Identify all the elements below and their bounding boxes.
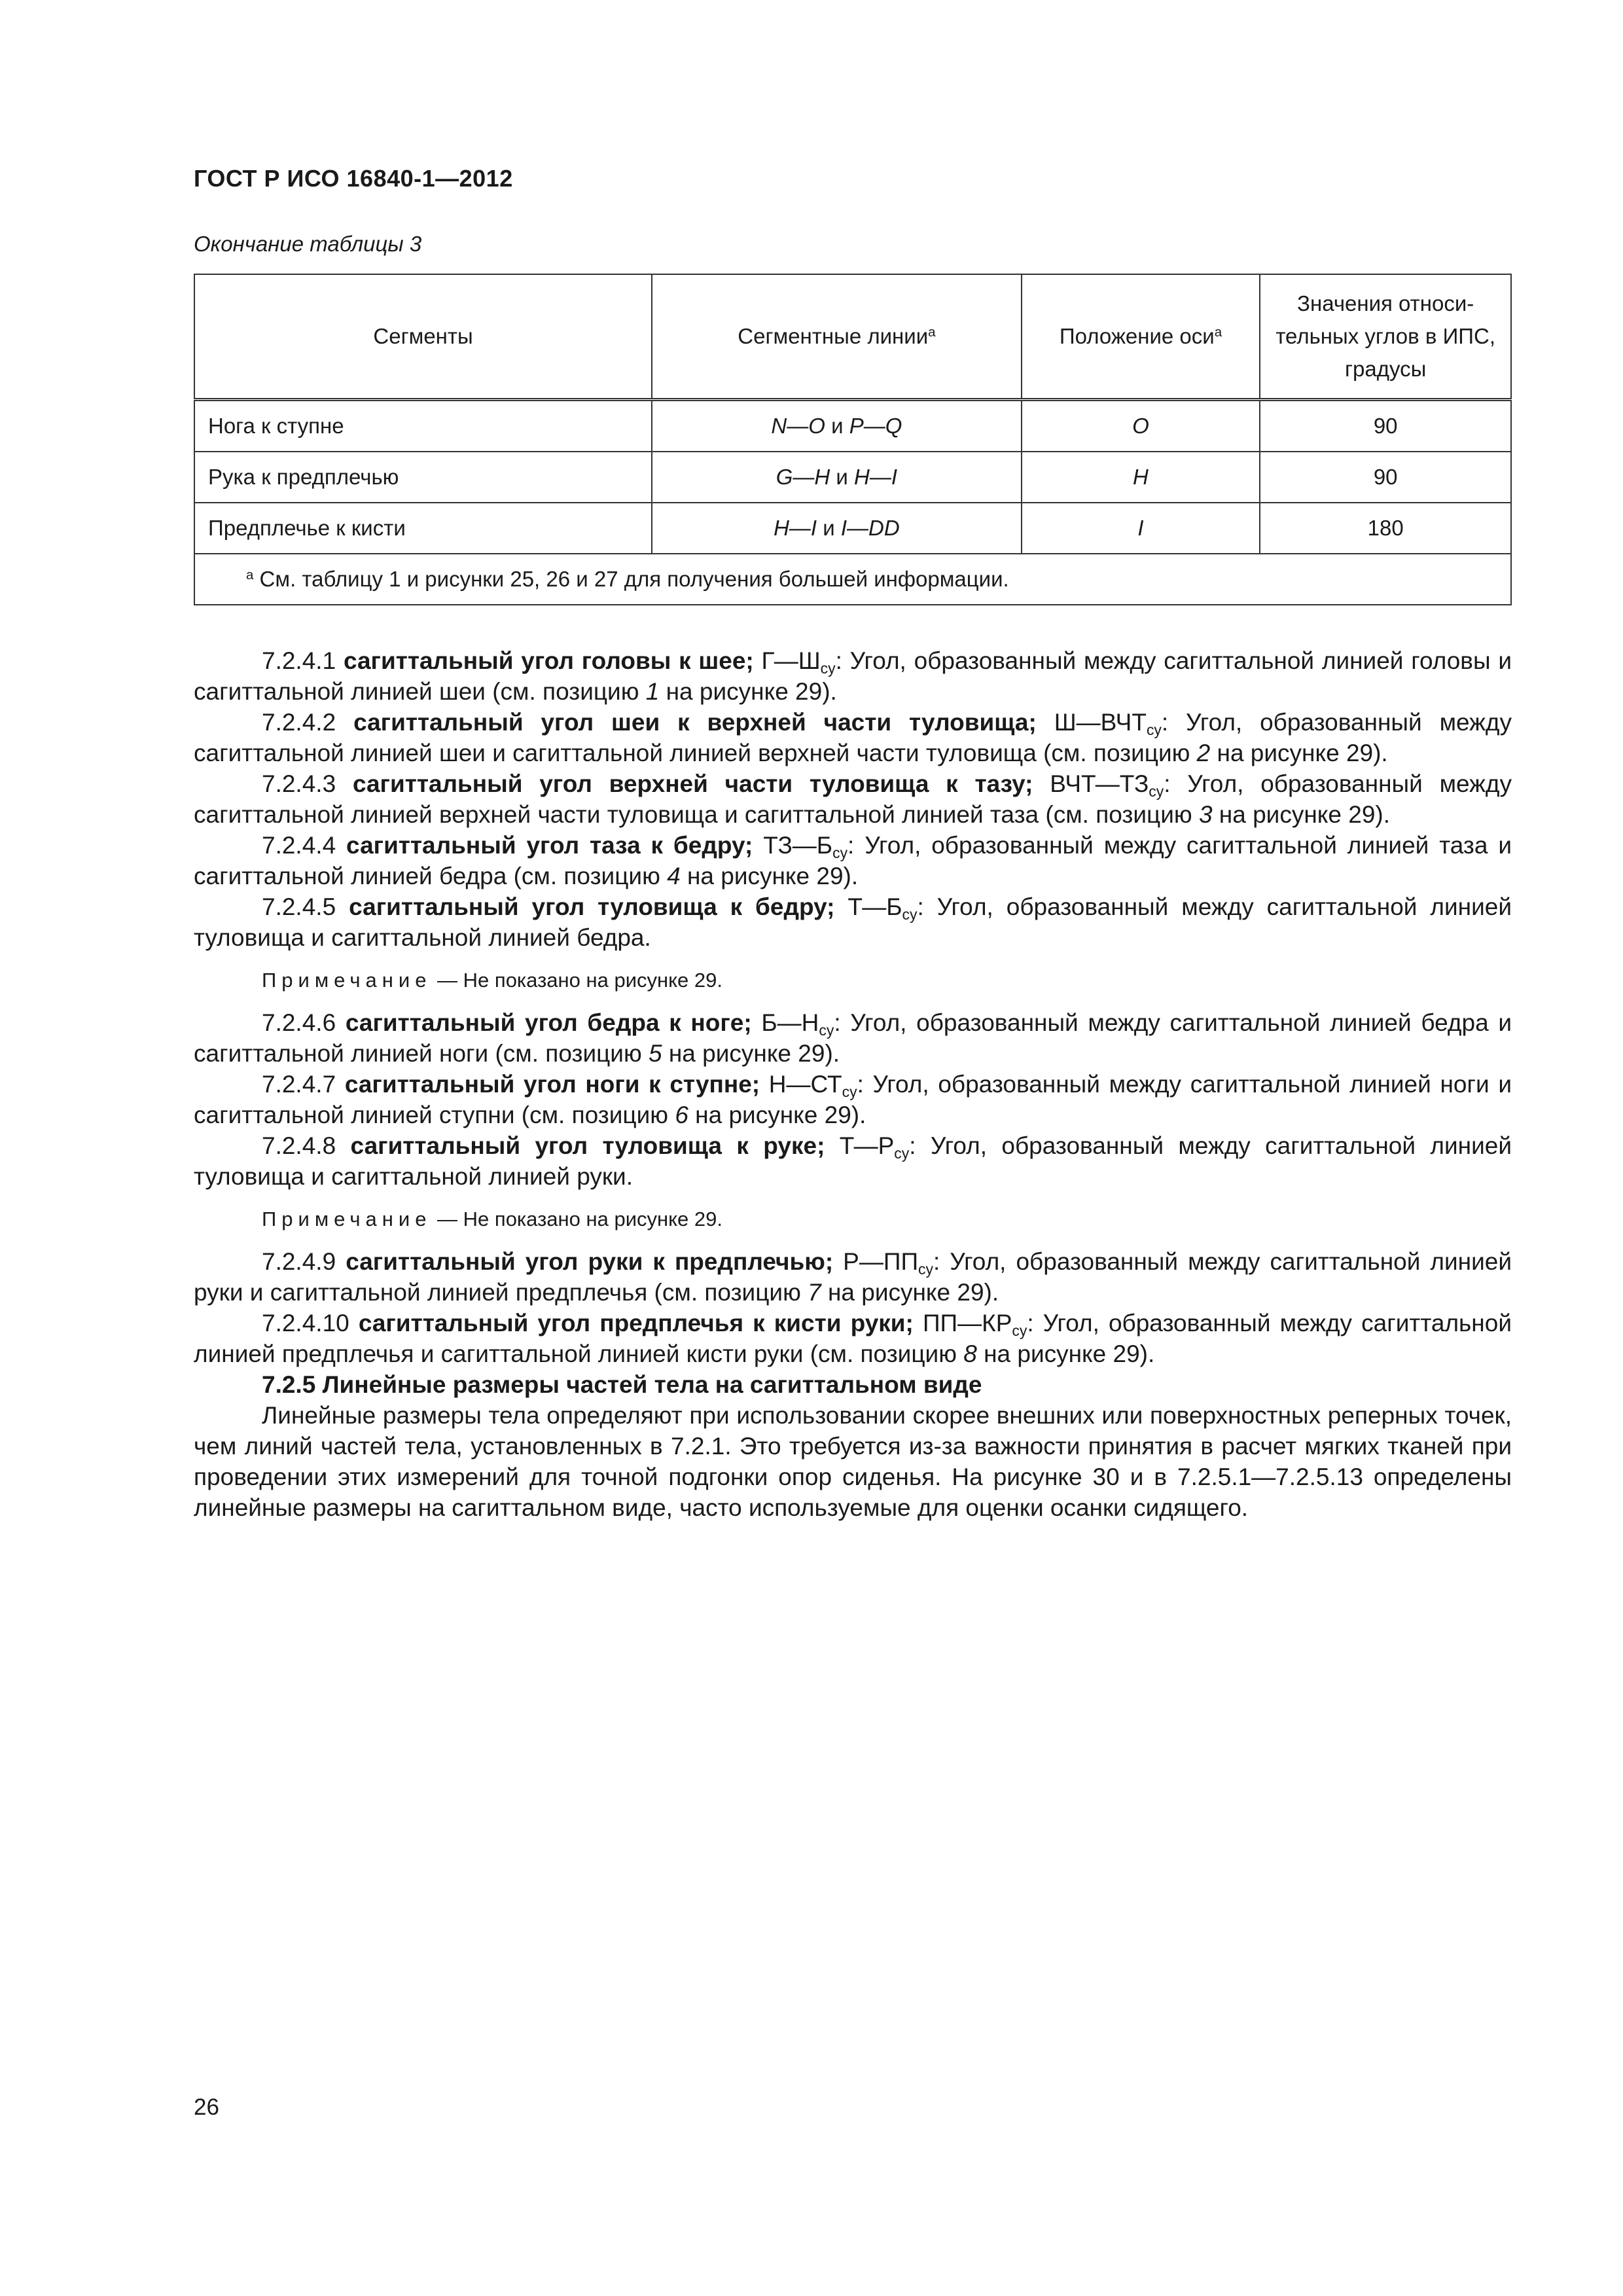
cell-segment: Нога к ступне xyxy=(194,400,652,452)
paragraph-7-2-4-3: 7.2.4.3 сагиттальный угол верхней части туловища к тазу; $ВЧТ—ТЗ_{су}$: Угол, образованный между сагиттальной линией верхней части туловища и сагиттальной линией таза (см. позицию 3 на рисунке 29). xyxy=(194,770,1512,828)
header-segment-lines: Сегментные линии$^a$ xyxy=(652,274,1021,400)
table-caption: Окончание таблицы 3 xyxy=(194,232,422,256)
cell-segment-lines: H—I и I—DD xyxy=(652,503,1021,554)
header-angle-values: Значения относи- тельных углов в ИПС, градусы xyxy=(1260,274,1511,400)
paragraph-7-2-4-7: 7.2.4.7 сагиттальный угол ноги к ступне; $Н—СТ_{су}$: Угол, образованный между сагиттальной линией ноги и сагиттальной линией ступни (см. позицию 6 на рисунке 29). xyxy=(194,1071,1512,1128)
paragraph-7-2-4-10: 7.2.4.10 сагиттальный угол предплечья к кисти руки; $ПП—КР_{су}$: Угол, образованный между сагиттальной линией предплечья и сагиттальной линией кисти руки (см. позицию 8 на рисунке 29). xyxy=(194,1310,1512,1367)
header-axis-position: Положение оси$^a$ xyxy=(1022,274,1260,400)
paragraph-7-2-4-4: 7.2.4.4 сагиттальный угол таза к бедру; $ТЗ—Б_{су}$: Угол, образованный между сагиттальной линией таза и сагиттальной линией бедра (см. позицию 4 на рисунке 29). xyxy=(194,832,1512,889)
table-row xyxy=(194,503,1511,554)
paragraph-7-2-4-5: 7.2.4.5 сагиттальный угол туловища к бедру; $Т—Б_{су}$: Угол, образованный между сагиттальной линией туловища и сагиттальной линией бедра. xyxy=(194,893,1512,951)
cell-axis: I xyxy=(1022,503,1260,554)
table-footnote-row xyxy=(194,554,1511,605)
cell-segment-lines: N—O и P—Q xyxy=(652,400,1021,452)
table-row xyxy=(194,400,1511,452)
paragraph-7-2-4-9: 7.2.4.9 сагиттальный угол руки к предплечью; $Р—ПП_{су}$: Угол, образованный между сагиттальной линией руки и сагиттальной линией предплечья (см. позицию 7 на рисунке 29). xyxy=(194,1248,1512,1306)
cell-value: 180 xyxy=(1260,503,1511,554)
body-text xyxy=(194,645,1512,1523)
cell-axis: H xyxy=(1022,452,1260,503)
segments-table xyxy=(194,274,1512,605)
cell-segment: Рука к предплечью xyxy=(194,452,652,503)
paragraph-7-2-4-2: 7.2.4.2 сагиттальный угол шеи к верхней части туловища; $Ш—ВЧТ_{су}$: Угол, образованный между сагиттальной линией шеи и сагиттальной линией верхней части туловища (см. позицию 2 на рисунке 29). xyxy=(194,709,1512,766)
document-header-title: ГОСТ Р ИСО 16840-1—2012 xyxy=(194,165,513,192)
section-text-7-2-5: Линейные размеры тела определяют при использовании скорее внешних или поверхностных реперных точек, чем линий частей тела, установленных в 7.2.1. Это требуется из-за важности принятия в расчет мягких тканей при проведении этих измерений для точной подгонки опор сиденья. На рисунке 30 и в 7.2.5.1—7.2.5.13 определены линейные размеры на сагиттальном виде, часто используемые для оценки осанки сидящего. xyxy=(194,1402,1512,1521)
table-header-row xyxy=(194,274,1511,400)
cell-segment: Предплечье к кисти xyxy=(194,503,652,554)
section-heading-7-2-5: 7.2.5 Линейные размеры частей тела на сагиттальном виде xyxy=(262,1371,982,1398)
note: Примечание — Не показано на рисунке 29. xyxy=(262,969,723,992)
cell-axis: O xyxy=(1022,400,1260,452)
table-footnote: $^a$ См. таблицу 1 и рисунки 25, 26 и 27 для получения большей информации. xyxy=(194,554,1511,605)
paragraph-7-2-4-6: 7.2.4.6 сагиттальный угол бедра к ноге; $Б—Н_{су}$: Угол, образованный между сагиттальной линией бедра и сагиттальной линией ноги (см. позицию 5 на рисунке 29). xyxy=(194,1009,1512,1067)
cell-value: 90 xyxy=(1260,400,1511,452)
header-segments: Сегменты xyxy=(194,274,652,400)
cell-value: 90 xyxy=(1260,452,1511,503)
paragraph-7-2-4-8: 7.2.4.8 сагиттальный угол туловища к руке; $Т—Р_{су}$: Угол, образованный между сагиттальной линией туловища и сагиттальной линией руки. xyxy=(194,1132,1512,1190)
note: Примечание — Не показано на рисунке 29. xyxy=(262,1208,723,1230)
paragraph-7-2-4-1: 7.2.4.1 сагиттальный угол головы к шее; $Г—Ш_{су}$: Угол, образованный между сагиттальной линией головы и сагиттальной линией шеи (см. позицию 1 на рисунке 29). xyxy=(194,647,1512,705)
table-row xyxy=(194,452,1511,503)
page-number: 26 xyxy=(194,2094,219,2120)
cell-segment-lines: G—H и H—I xyxy=(652,452,1021,503)
